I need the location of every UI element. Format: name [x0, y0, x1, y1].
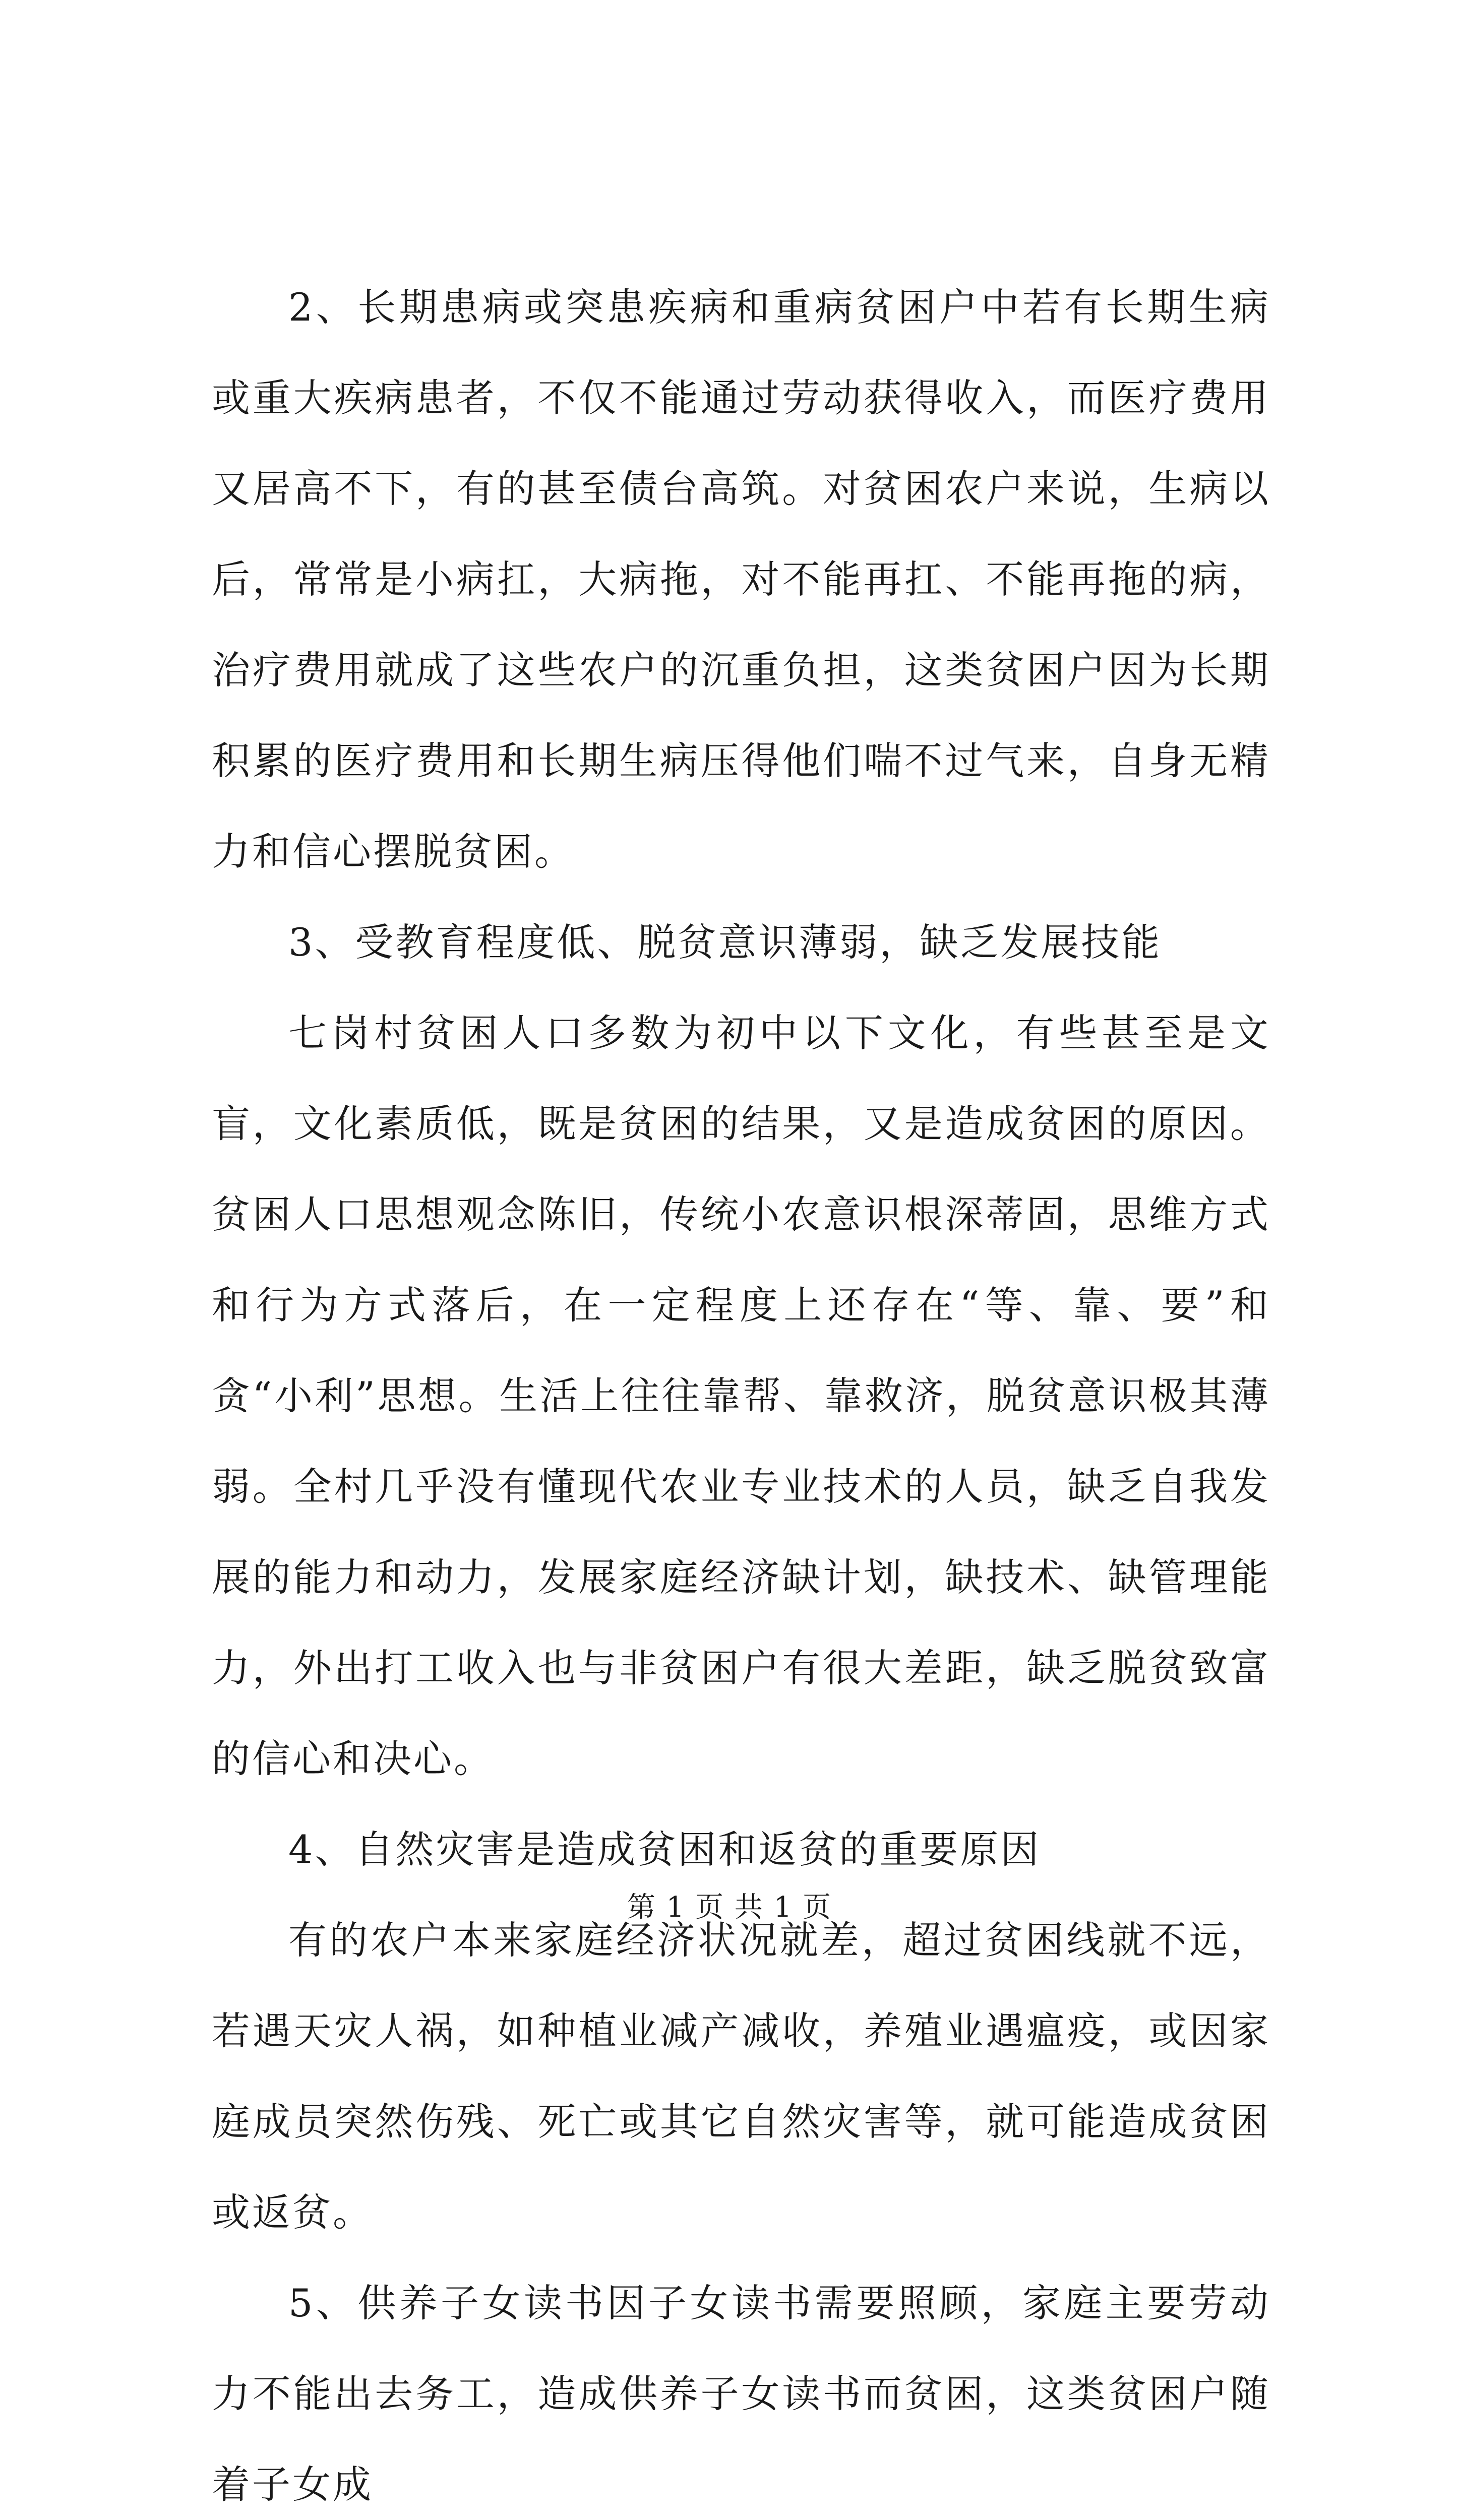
- paragraph-illness: 2、长期患病或突患疾病和重病贫困户中若有长期生病或重大疾病患者，不仅不能通过劳动获得收入，而医疗费用又居高不下，有的甚至债台高筑。对贫困农户来说，生病以后，常常是小病扛，大病拖，对不能再扛、不能再拖的病，治疗费用就成了这些农户的沉重负担，这类贫困户因为长期积累的医疗费用和长期生病压得他们喘不过气来，自身无精力和信心摆脱贫困。: [212, 285, 1270, 874]
- heading-education: 3、受教育程度低、脱贫意识薄弱，缺乏发展技能: [288, 920, 1162, 965]
- paragraph-disaster: 有的农户本来家庭经济状况就差，超过贫困线就不远，若遇天灾人祸，如种植业减产减收，养殖业遇瘟疫，或因家庭成员突然伤残、死亡或其它自然灾害等，就可能造成贫困或返贫。: [212, 1918, 1270, 2235]
- paragraph-schooling: 5、供养子女读书因子女读书需要照顾，家庭主要劳动力不能出去务工，造成供养子女读书而贫困，这类贫困户随着子女成: [212, 2281, 1270, 2507]
- document-body: [212, 262, 1270, 2520]
- paragraph-education: 七岗村贫困人口多数为初中以下文化，有些甚至是文盲，文化素质低，既是贫困的结果，又是造成贫困的原因。贫困人口思想观念陈旧，传统小农意识根深蒂固，思维方式和行为方式落后，在一定程度上还存在“等、靠、要”和贪“小利”思想。生活上往往靠帮、靠救济，脱贫意识极其薄弱。全村几乎没有懂现代农业专业技术的人员，缺乏自我发展的能力和动力，发展家庭经济缺计划，缺技术、缺管理能力，外出打工收入也与非贫困户有很大差距，缺乏脱贫致富的信心和决心。: [212, 1011, 1270, 1781]
- page-footer: 第 1 页 共 1 页: [627, 1891, 832, 1924]
- heading-disaster: 4、自然灾害是造成贫困和返贫的重要原因: [288, 1827, 1041, 1872]
